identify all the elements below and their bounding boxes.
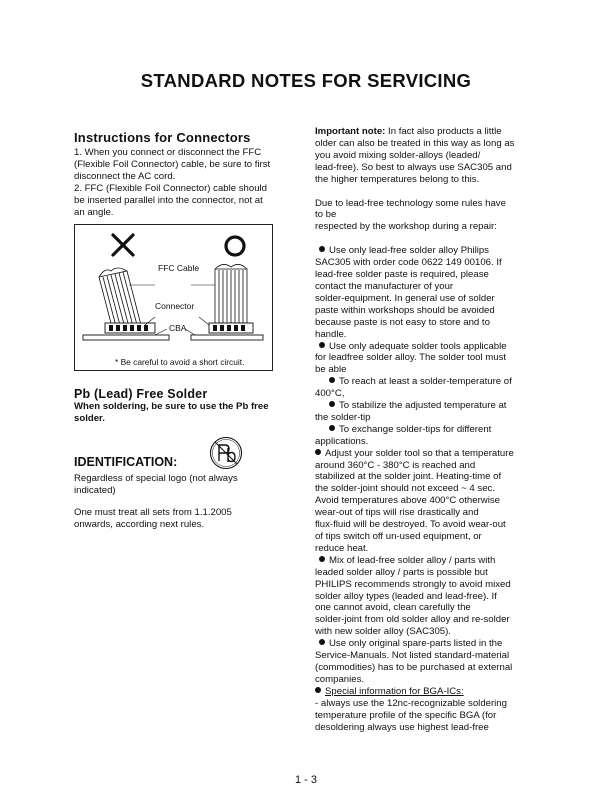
bullet-text-line: the solder-joint should not exceed ~ 4 sec. (315, 483, 495, 495)
bullet-text-line: because paste is not easy to store and to (315, 316, 490, 328)
connector-figure (74, 224, 273, 371)
bullet-text-line: desoldering always use highest lead-free (315, 721, 489, 733)
bullet-text-line: reduce heat. (315, 542, 369, 554)
bullet-text: To reach at least a solder-temperature of (339, 376, 512, 388)
important-note-line: lead-free). So best to always use SAC305 and (315, 161, 512, 173)
bullet-text-line: paste within workshops should be avoided (315, 304, 495, 316)
bullet-text-line: SAC305 with order code 0622 149 00106. If (315, 257, 502, 269)
pb-free-heading: Pb (Lead) Free Solder (74, 387, 208, 402)
ffc-cable-angled (99, 268, 141, 331)
bullet-item (315, 686, 535, 698)
bullet-text-line: lead-free solder paste is required, please (315, 269, 489, 281)
bullet-item (315, 341, 535, 353)
sub-bullet-item (315, 424, 535, 436)
bullet-icon (329, 425, 335, 431)
bullet-text-line: solder alloy types (leaded and lead-free). If (315, 590, 497, 602)
rules-line: to be (315, 209, 337, 221)
connectors-text-line: an angle. (74, 206, 114, 218)
bullet-text-line: companies. (315, 673, 365, 685)
bullet-text-line: contact the manufacturer of your (315, 280, 454, 292)
bullet-text-line: one cannot avoid, clean carefully the (315, 602, 471, 614)
bullet-text-line: solder-equipment. In general use of solder (315, 292, 495, 304)
bullet-text-line: for leadfree solder alloy. The solder tool must (315, 352, 507, 364)
bullet-text-line: with new solder alloy (SAC305). (315, 626, 451, 638)
connector-label: Connector (155, 301, 195, 312)
bullet-item (315, 638, 535, 650)
bullet-item (315, 555, 535, 567)
ffc-cable-straight (215, 265, 247, 324)
pb-free-text-line: solder. (74, 413, 105, 425)
figure-note: * Be careful to avoid a short circuit. (115, 357, 245, 368)
sub-bullet-item (315, 400, 535, 412)
bullet-text-line: Avoid temperatures above 400°C otherwise (315, 495, 500, 507)
bullet-text-line: stabilized at the solder joint. Heating-time of (315, 471, 502, 483)
pb-free-text-line: When soldering, be sure to use the Pb free (74, 401, 269, 413)
bullet-icon (315, 449, 321, 455)
bullet-text-line: temperature profile of the specific BGA (for (315, 709, 497, 721)
bullet-text-line: flux-fluid will be destroyed. To avoid wear-out (315, 519, 506, 531)
bullet-text-line: 400°C, (315, 388, 345, 400)
bullet-text-line: around 360°C - 380°C is reached and (315, 459, 476, 471)
cba-label: CBA (169, 323, 187, 334)
identification-text-line: Regardless of special logo (not always (74, 473, 238, 485)
bullet-text-line: - always use the 12nc-recognizable soldering (315, 697, 507, 709)
bullet-icon (319, 639, 325, 645)
identification-heading: IDENTIFICATION: (74, 455, 178, 470)
wrong-mark-icon (113, 235, 133, 255)
important-note-line: the higher temperatures belong to this. (315, 173, 480, 185)
bullet-text-line: applications. (315, 435, 369, 447)
treat-text-line: onwards, according next rules. (74, 518, 205, 530)
bullet-text-line: solder-joint from old solder alloy and re-solder (315, 614, 510, 626)
bullet-icon (329, 401, 335, 407)
bullet-icon (315, 687, 321, 693)
important-note-line (315, 126, 535, 138)
important-note-line: you avoid mixing solder-alloys (leaded/ (315, 149, 481, 161)
connectors-text-line: be inserted parallel into the connector, not at (74, 194, 263, 206)
connectors-text-line: (Flexible Foil Connector) cable, be sure to first (74, 158, 271, 170)
bullet-text-line: (commodities) has to be purchased at external (315, 661, 513, 673)
bullet-text-line: be able (315, 364, 347, 376)
bullet-text: Adjust your solder tool so that a temperature (325, 447, 514, 459)
bullet-text: To stabilize the adjusted temperature at (339, 400, 507, 412)
connectors-text-line: 1. When you connect or disconnect the FFC (74, 147, 262, 158)
connectors-text-line: disconnect the AC cord. (74, 170, 176, 182)
right-column (315, 126, 535, 733)
left-column (74, 130, 286, 531)
bga-heading: Special information for BGA-ICs: (325, 685, 464, 697)
bullet-icon (319, 342, 325, 348)
bullet-text: Mix of lead-free solder alloy / parts with (329, 554, 496, 566)
sub-bullet-item (315, 376, 535, 388)
bullet-text: Use only lead-free solder alloy Philips (329, 245, 489, 257)
connector-illustration (75, 225, 272, 370)
bullet-text: Use only original spare-parts listed in the (329, 638, 503, 650)
bullet-text-line: the solder-tip (315, 411, 371, 423)
bullet-icon (319, 246, 325, 252)
identification-text-line: indicated) (74, 485, 116, 497)
rules-line: respected by the workshop during a repair: (315, 221, 497, 233)
rules-line: Due to lead-free technology some rules have (315, 197, 506, 209)
ffc-cable-label: FFC Cable (158, 263, 200, 274)
bullet-text-line: wear-out of tips will rise drastically and (315, 507, 479, 519)
bullet-text-line: Service-Manuals. Not listed standard-material (315, 650, 510, 662)
bullet-text-line: handle. (315, 328, 347, 340)
important-note-text: In fact also products a little (385, 126, 502, 137)
connectors-heading: Instructions for Connectors (74, 130, 251, 145)
bullet-text-line: leaded solder alloy / parts is possible but (315, 566, 488, 578)
important-note-line: older can also be treated in this way as long as (315, 137, 515, 149)
identification-block (74, 435, 286, 473)
bullet-item (315, 245, 535, 257)
bullet-item (315, 448, 535, 460)
bullet-text: To exchange solder-tips for different (339, 423, 492, 435)
bullet-text-line: PHILIPS recommends strongly to avoid mixed (315, 578, 511, 590)
page-title: STANDARD NOTES FOR SERVICING (140, 70, 472, 91)
correct-mark-icon (226, 237, 244, 255)
pb-free-logo-icon (208, 435, 244, 471)
treat-text-line: One must treat all sets from 1.1.2005 (74, 506, 232, 518)
bullet-icon (319, 556, 325, 562)
page-number: 1 - 3 (294, 774, 317, 786)
bullet-text: Use only adequate solder tools applicable (329, 340, 507, 352)
bullet-text-line: of tips switch off un-used equipment, or (315, 531, 482, 542)
connectors-text-line: 2. FFC (Flexible Foil Connector) cable should (74, 182, 268, 194)
bullet-icon (329, 377, 335, 383)
important-note-label: Important note: (315, 126, 386, 137)
